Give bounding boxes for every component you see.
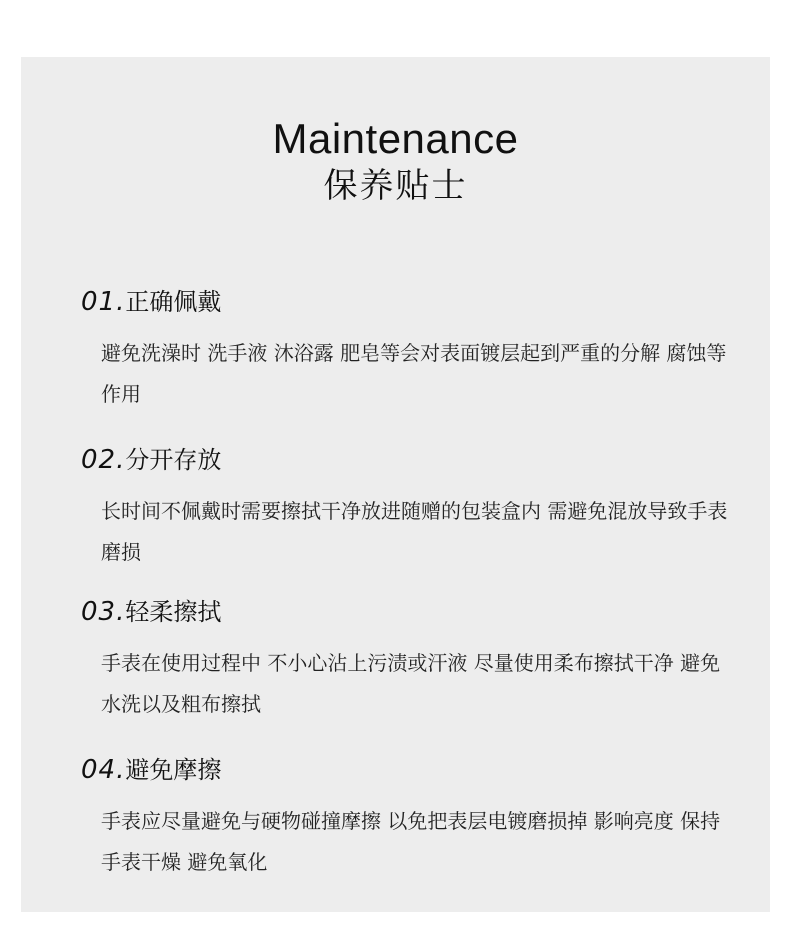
section-heading (81, 595, 741, 629)
section-title: 避免摩擦 (125, 756, 222, 784)
section-avoid-friction (81, 753, 741, 883)
page-title-chinese: 保养贴士 (323, 166, 468, 206)
section-heading (81, 285, 741, 319)
section-body: 手表在使用过程中 不小心沾上污渍或汗液 尽量使用柔布擦拭干净 避免水洗以及粗布擦拭 (101, 651, 721, 716)
page-title-english: Maintenance (272, 115, 519, 162)
content-panel (21, 57, 770, 912)
section-number: 04. (81, 755, 126, 785)
section-gentle-wipe (81, 595, 741, 725)
section-title: 分开存放 (125, 446, 222, 474)
section-heading (81, 753, 741, 787)
section-number: 03. (81, 597, 126, 627)
section-title: 轻柔擦拭 (125, 598, 222, 626)
section-wear-correctly (81, 285, 741, 415)
section-title: 正确佩戴 (125, 288, 222, 316)
section-body: 手表应尽量避免与硬物碰撞摩擦 以免把表层电镀磨损掉 影响亮度 保持手表干燥 避免氧化 (101, 809, 721, 874)
section-heading (81, 443, 741, 477)
section-store-separately (81, 443, 741, 573)
section-number: 02. (81, 445, 126, 475)
section-body: 长时间不佩戴时需要擦拭干净放进随赠的包装盒内 需避免混放导致手表磨损 (101, 499, 728, 564)
section-number: 01. (81, 287, 126, 317)
section-body: 避免洗澡时 洗手液 沐浴露 肥皂等会对表面镀层起到严重的分解 腐蚀等作用 (101, 341, 727, 406)
